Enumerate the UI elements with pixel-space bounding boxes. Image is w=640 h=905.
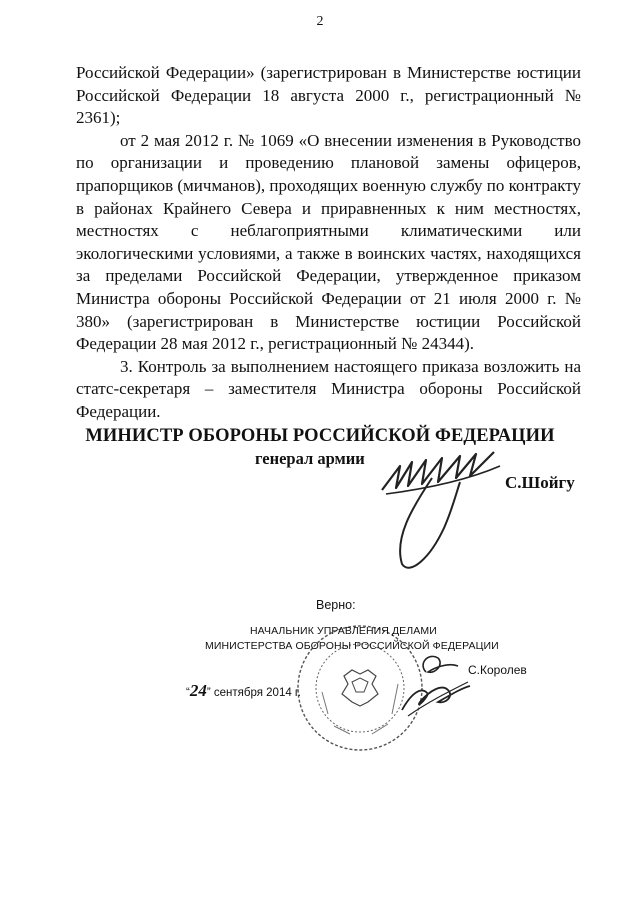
date-month-year: сентября 2014 г. <box>210 687 301 699</box>
date-close-quote: ” <box>206 687 211 699</box>
paragraph-2: от 2 мая 2012 г. № 1069 «О внесении изменения в Руководство по организации и проведению плановой замены офицеров, прапорщиков (мичманов), проходящих военную службу по контракту в районах Крайнего Севера и приравненных к ним местностях, местностях с неблагоприятными климатическими или экологическими условиями, а также в воинских частях, находящихся за пределами Российской Федерации, утвержденное приказом Министра обороны Российской Федерации от 21 июля 2000 г. № 380» (зарегистрирован в Министерстве юстиции Российской Федерации 28 мая 2012 г., регистрационный № 24344). <box>76 130 582 354</box>
minister-title: МИНИСТР ОБОРОНЫ РОССИЙСКОЙ ФЕДЕРАЦИИ <box>85 426 555 446</box>
date-open-quote: “ <box>186 687 190 699</box>
korolev-name: С.Королев <box>468 663 527 677</box>
verno-label: Верно: <box>316 598 356 612</box>
date-day: 24 <box>189 681 207 700</box>
korolev-signature <box>398 642 476 722</box>
paragraph-3: 3. Контроль за выполнением настоящего приказа возложить на статс-секретаря – заместителя Министра обороны Российской Федерации. <box>76 356 581 421</box>
document-body <box>76 62 581 424</box>
paragraph-1: Российской Федерации» (зарегистрирован в Министерстве юстиции Российской Федерации 18 августа 2000 г., регистрационный № 2361); <box>76 63 581 128</box>
office-title-line1: НАЧАЛЬНИК УПРАВЛЕНИЯ ДЕЛАМИ <box>250 625 437 637</box>
minister-signature <box>372 448 512 578</box>
minister-rank: генерал армии <box>255 449 365 468</box>
page-number: 2 <box>316 14 324 29</box>
minister-name: С.Шойгу <box>505 473 575 492</box>
certification-date <box>186 681 301 701</box>
office-title-line2: МИНИСТЕРСТВА ОБОРОНЫ РОССИЙСКОЙ ФЕДЕРАЦИИ <box>205 640 499 652</box>
